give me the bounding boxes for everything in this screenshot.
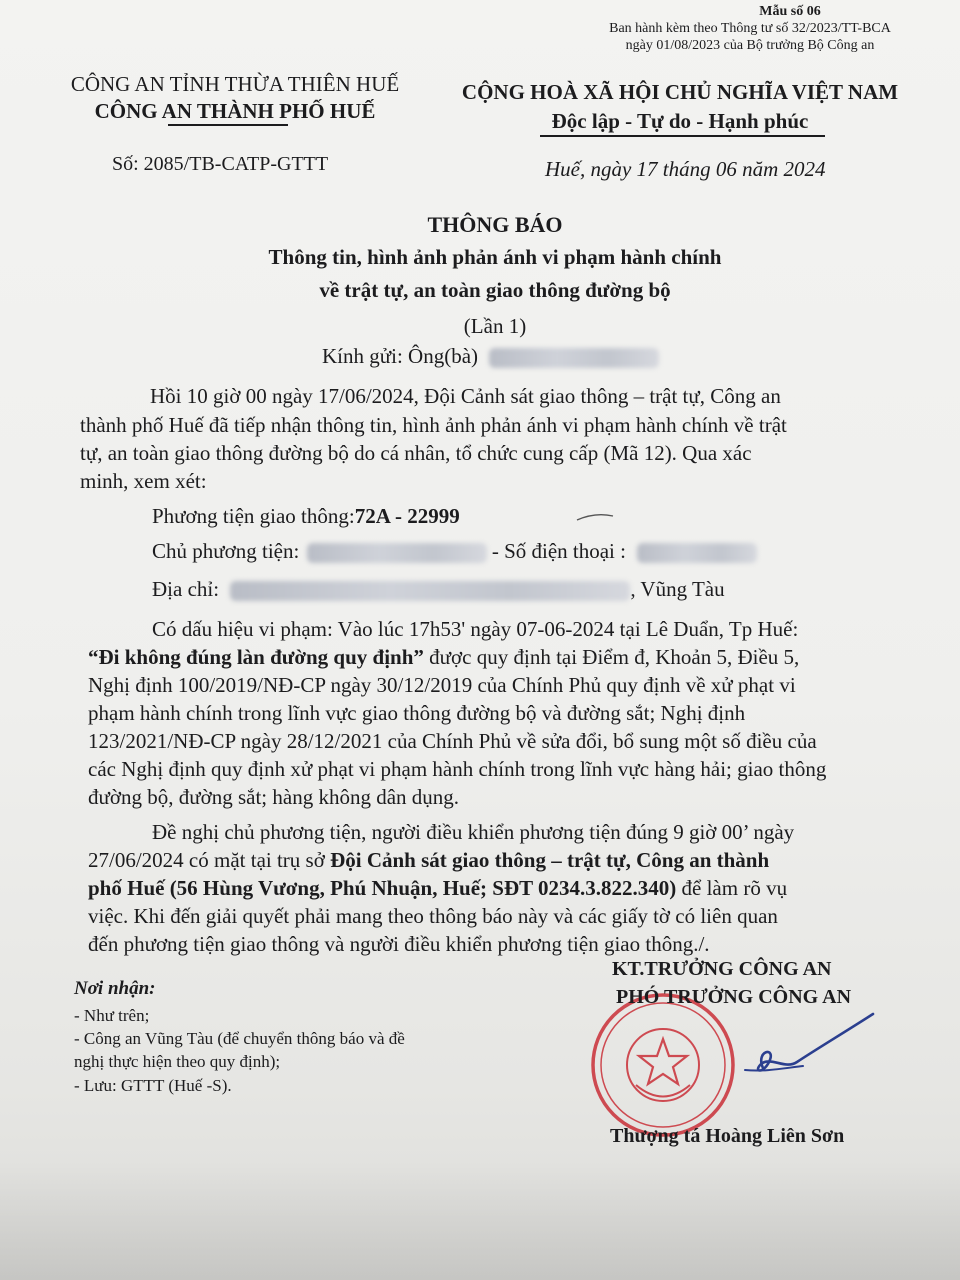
recipients-item-1: - Như trên; xyxy=(74,1006,150,1025)
intro-line-3: tự, an toàn giao thông đường bộ do cá nhân, tổ chức cung cấp (Mã 12). Qua xác xyxy=(80,441,752,465)
form-number: Mẫu số 06 xyxy=(759,4,821,19)
violation-line-5: 123/2021/NĐ-CP ngày 28/12/2021 của Chính Phủ về sửa đổi, bổ sung một số điều của xyxy=(88,729,817,753)
request-line-2: 27/06/2024 có mặt tại trụ sở Đội Cảnh sát giao thông – trật tự, Công an thành xyxy=(88,848,770,872)
org-underline xyxy=(168,124,288,126)
photo-shadow xyxy=(0,1160,960,1280)
violation-line-6: các Nghị định quy định xử phạt vi phạm hành chính trong lĩnh vực hàng hải; giao thông xyxy=(88,757,827,781)
recipients-item-2: - Công an Vũng Tàu (để chuyển thông báo và đề xyxy=(74,1029,405,1048)
recipients-item-3: nghị thực hiện theo quy định); xyxy=(74,1052,281,1071)
request-line-1: Đề nghị chủ phương tiện, người điều khiển phương tiện đúng 9 giờ 00’ ngày xyxy=(152,820,795,844)
violation-line-7: đường bộ, đường sắt; hàng không dân dụng. xyxy=(88,785,460,809)
signature-title-2: PHÓ TRƯỞNG CÔNG AN xyxy=(616,986,852,1008)
violation-offense: “Đi không đúng làn đường quy định” xyxy=(88,645,424,669)
violation-line-3: Nghị định 100/2019/NĐ-CP ngày 30/12/2019 của Chính Phủ quy định về xử phạt vi xyxy=(88,673,796,697)
redacted-address xyxy=(230,581,630,601)
address-city: , Vũng Tàu xyxy=(630,577,725,601)
notice-subtitle-2: về trật tự, an toàn giao thông đường bộ xyxy=(319,278,671,302)
recipient-line xyxy=(322,344,659,369)
org-unit: CÔNG AN THÀNH PHỐ HUẾ xyxy=(94,99,376,123)
redacted-phone xyxy=(637,543,757,563)
phone-label: - Số điện thoại : xyxy=(491,539,626,563)
request-office: Đội Cảnh sát giao thông – trật tự, Công an thành xyxy=(330,848,770,872)
org-parent: CÔNG AN TỈNH THỪA THIÊN HUẾ xyxy=(70,72,400,96)
owner-line xyxy=(152,539,757,564)
request-line-5: đến phương tiện giao thông và người điều khiển phương tiện giao thông./. xyxy=(88,932,710,956)
request-line-4: việc. Khi đến giải quyết phải mang theo thông báo này và các giấy tờ có liên quan xyxy=(88,904,778,928)
violation-line-4: phạm hành chính trong lĩnh vực giao thông đường bộ và đường sắt; Nghị định xyxy=(88,701,746,725)
intro-line-1: Hồi 10 giờ 00 ngày 17/06/2024, Đội Cảnh sát giao thông – trật tự, Công an xyxy=(150,384,781,408)
signature-title-1: KT.TRƯỞNG CÔNG AN xyxy=(612,958,832,980)
handwritten-signature xyxy=(705,1010,875,1090)
recipients-item-4: - Lưu: GTTT (Huế -S). xyxy=(74,1076,232,1095)
notice-attempt: (Lần 1) xyxy=(463,314,527,338)
vehicle-plate: 72A - 22999 xyxy=(354,504,460,528)
notice-subtitle-1: Thông tin, hình ảnh phản ánh vi phạm hành chính xyxy=(268,245,722,269)
violation-line-1: Có dấu hiệu vi phạm: Vào lúc 17h53' ngày 07-06-2024 tại Lê Duẩn, Tp Huế: xyxy=(152,617,799,641)
request-address: phố Huế (56 Hùng Vương, Phú Nhuận, Huế; SĐT 0234.3.822.340) xyxy=(88,876,677,900)
signer-name: Thượng tá Hoàng Liên Sơn xyxy=(610,1125,845,1147)
nation-motto: Độc lập - Tự do - Hạnh phúc xyxy=(551,109,809,133)
vehicle-label: Phương tiện giao thông: xyxy=(152,504,355,528)
request-line-3: phố Huế (56 Hùng Vương, Phú Nhuận, Huế; SĐT 0234.3.822.340) để làm rõ vụ xyxy=(88,876,788,900)
motto-underline xyxy=(540,135,825,137)
address-line xyxy=(152,577,725,602)
pen-mark xyxy=(575,508,615,524)
address-label: Địa chỉ: xyxy=(152,577,220,601)
form-reference-line1: Ban hành kèm theo Thông tư số 32/2023/TT-BCA xyxy=(609,21,891,36)
redacted-owner-name xyxy=(307,543,487,563)
notice-title: THÔNG BÁO xyxy=(427,212,563,237)
recipient-label: Kính gửi: Ông(bà) xyxy=(322,344,479,368)
intro-line-2: thành phố Huế đã tiếp nhận thông tin, hình ảnh phản ánh vi phạm hành chính về trật xyxy=(80,413,787,437)
intro-line-4: minh, xem xét: xyxy=(80,469,207,493)
place-date: Huế, ngày 17 tháng 06 năm 2024 xyxy=(545,157,826,181)
recipients-title: Nơi nhận: xyxy=(74,978,156,999)
violation-line-2: “Đi không đúng làn đường quy định” được quy định tại Điểm đ, Khoản 5, Điều 5, xyxy=(88,645,800,669)
owner-label: Chủ phương tiện: xyxy=(152,539,300,563)
vehicle-line xyxy=(152,504,460,529)
form-reference-line2: ngày 01/08/2023 của Bộ trưởng Bộ Công an xyxy=(625,38,875,53)
redacted-recipient-name xyxy=(489,348,659,368)
document-number: Số: 2085/TB-CATP-GTTT xyxy=(112,153,329,175)
nation-title: CỘNG HOÀ XÃ HỘI CHỦ NGHĨA VIỆT NAM xyxy=(461,80,899,104)
